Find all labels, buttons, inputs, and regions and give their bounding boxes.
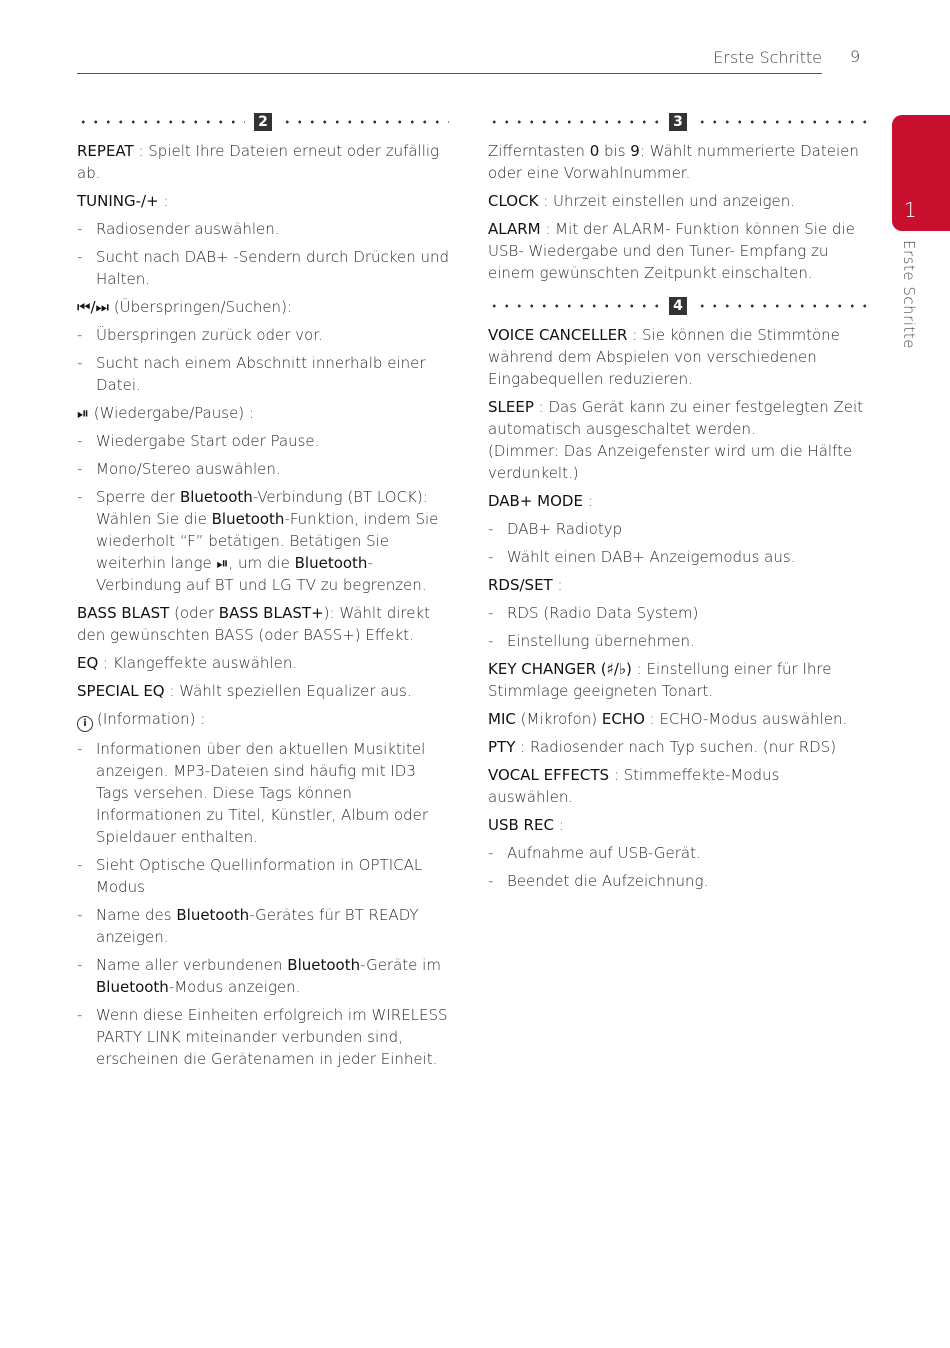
key-changer-description — [488, 658, 868, 702]
section-divider-4 — [488, 296, 868, 316]
dash: - — [77, 906, 83, 924]
text: : Klangeffekte auswählen. — [98, 654, 298, 672]
chapter-label-wrap — [900, 240, 924, 349]
bluetooth-term: Bluetooth — [211, 510, 285, 528]
text: : Wählt speziellen Equalizer aus. — [164, 682, 412, 700]
list-item — [77, 246, 449, 290]
text: Sperre der — [96, 488, 180, 506]
text: -Verbindung (BT LOCK): Wählen Sie die — [96, 488, 428, 528]
list-item-text: Sucht nach DAB+ -Sendern durch Drücken und Halten. — [96, 248, 450, 288]
text: -Verbindung auf BT und LG TV zu begrenzen. — [96, 554, 427, 594]
left-column — [77, 112, 449, 1076]
skip-description — [77, 296, 449, 318]
dash: - — [77, 740, 83, 758]
repeat-text: : Spielt Ihre Dateien erneut oder zufällig ab. — [77, 142, 440, 182]
text: (Mikrofon) — [515, 710, 602, 728]
list-item — [77, 904, 449, 948]
mic-key: MIC — [488, 710, 516, 728]
dash: - — [488, 844, 494, 862]
text: -Funktion, indem Sie wiederholt “F” betätigen. Betätigen Sie weiterhin lange — [96, 510, 439, 572]
skip-icon: ⏮/⏭ — [77, 298, 110, 316]
bass-plus-key: BASS BLAST+ — [218, 604, 324, 622]
text: -Gerätes für BT READY anzeigen. — [96, 906, 419, 946]
dotted-line — [488, 304, 660, 308]
pty-key: PTY — [488, 738, 516, 756]
list-item-text: Aufnahme auf USB-Gerät. — [507, 844, 701, 862]
header-rule — [77, 73, 822, 74]
dash: - — [77, 354, 83, 372]
text: : Wählt nummerierte Dateien oder eine Vorwahlnummer. — [488, 142, 859, 182]
list-item — [77, 324, 449, 346]
bluetooth-term: Bluetooth — [294, 554, 368, 572]
text: (Dimmer: Das Anzeigefenster wird um die Hälfte verdunkelt.) — [488, 442, 853, 482]
list-item-text: Radiosender auswählen. — [96, 220, 280, 238]
list-item-text: RDS (Radio Data System) — [507, 604, 699, 622]
text: : Mit der ALARM- Funktion können Sie die USB- Wiedergabe und den Tuner- Empfang zu einem gewünschten Zeitpunkt einschalten. — [488, 220, 855, 282]
text: : — [552, 576, 563, 594]
list-item-text: Mono/Stereo auswählen. — [96, 460, 281, 478]
dab-mode-key: DAB+ MODE — [488, 492, 583, 510]
dash: - — [488, 520, 494, 538]
list-item-text: Wenn diese Einheiten erfolgreich im WIRELESS PARTY LINK miteinander verbunden sind, erscheinen die Gerätenamen in jeder Einheit. — [96, 1006, 448, 1068]
text: (Information) : — [97, 710, 206, 728]
dotted-line — [281, 120, 449, 124]
skip-text: (Überspringen/Suchen): — [109, 298, 292, 316]
list-item-text: Wiedergabe Start oder Pause. — [96, 432, 320, 450]
tuning-key: TUNING-/+ — [77, 192, 159, 210]
section-divider-3 — [488, 112, 868, 132]
sleep-description — [488, 396, 868, 484]
key-changer-key: KEY CHANGER (♯/♭) — [488, 660, 632, 678]
list-item-text: Sieht Optische Quellinformation in OPTICAL Modus — [96, 856, 423, 896]
text: : — [582, 492, 593, 510]
play-description — [77, 402, 449, 424]
list-item-text: Überspringen zurück oder vor. — [96, 326, 323, 344]
text: bis — [599, 142, 631, 160]
text: : Radiosender nach Typ suchen. (nur RDS) — [515, 738, 837, 756]
list-item-text: Informationen über den aktuellen Musiktitel anzeigen. MP3-Dateien sind häufig mit ID3 Tags versehen. Diese Tags können Informationen zu Titel, Künstler, Album oder Spieldauer enthalten. — [96, 740, 428, 846]
section-divider-2 — [77, 112, 449, 132]
dash: - — [488, 548, 494, 566]
list-item — [488, 518, 868, 540]
play-pause-icon: ⏯ — [77, 404, 90, 422]
dash: - — [77, 460, 83, 478]
text: : Das Gerät kann zu einer festgelegten Zeit automatisch ausgeschaltet werden. — [488, 398, 864, 438]
text: (oder — [169, 604, 219, 622]
play-pause-icon: ⏯ — [216, 554, 229, 572]
list-item — [77, 854, 449, 898]
section-number-badge: 4 — [669, 297, 687, 315]
rds-set-key: RDS/SET — [488, 576, 553, 594]
dash: - — [77, 956, 83, 974]
text: -Geräte im — [360, 956, 441, 974]
list-item-text: Sucht nach einem Abschnitt innerhalb einer Datei. — [96, 354, 426, 394]
dash: - — [77, 1006, 83, 1024]
list-item — [77, 218, 449, 240]
digit-key: 9 — [630, 142, 640, 160]
text: Name des — [96, 906, 177, 924]
bluetooth-term: Bluetooth — [176, 906, 250, 924]
page-number: 9 — [850, 47, 861, 66]
list-item — [77, 486, 449, 596]
play-text: (Wiedergabe/Pause) : — [89, 404, 254, 422]
section-number-badge: 2 — [254, 113, 272, 131]
list-item — [77, 954, 449, 998]
dotted-line — [77, 120, 245, 124]
tuning-text: : — [158, 192, 169, 210]
clock-key: CLOCK — [488, 192, 539, 210]
list-item — [488, 630, 868, 652]
text: Name aller verbundenen — [96, 956, 288, 974]
section-number-badge: 3 — [669, 113, 687, 131]
list-item — [77, 430, 449, 452]
eq-description — [77, 652, 449, 674]
dash: - — [488, 872, 494, 890]
info-description — [77, 708, 449, 732]
list-item — [488, 546, 868, 568]
sleep-key: SLEEP — [488, 398, 534, 416]
vocal-effects-description — [488, 764, 868, 808]
repeat-key: REPEAT — [77, 142, 134, 160]
text: : Uhrzeit einstellen und anzeigen. — [538, 192, 796, 210]
dash: - — [77, 220, 83, 238]
rds-set-description — [488, 574, 868, 596]
mic-echo-description — [488, 708, 868, 730]
text: : Einstellung einer für Ihre Stimmlage geeigneten Tonart. — [488, 660, 832, 700]
dash: - — [77, 856, 83, 874]
bass-description — [77, 602, 449, 646]
usb-rec-key: USB REC — [488, 816, 554, 834]
text: Zifferntasten — [488, 142, 590, 160]
echo-key: ECHO — [601, 710, 645, 728]
special-eq-description — [77, 680, 449, 702]
list-item — [77, 1004, 449, 1070]
list-item — [488, 870, 868, 892]
dash: - — [488, 632, 494, 650]
voice-canceller-description — [488, 324, 868, 390]
alarm-description — [488, 218, 868, 284]
dash: - — [77, 488, 83, 506]
list-item-text: DAB+ Radiotyp — [507, 520, 623, 538]
text: , um die — [228, 554, 295, 572]
alarm-key: ALARM — [488, 220, 541, 238]
text: -Modus anzeigen. — [168, 978, 301, 996]
list-item — [77, 738, 449, 848]
info-icon: i — [77, 716, 93, 732]
digits-description — [488, 140, 868, 184]
list-item-text: Beendet die Aufzeichnung. — [507, 872, 709, 890]
text: : Sie können die Stimmtöne während dem Abspielen von verschiedenen Eingabequellen reduzieren. — [488, 326, 840, 388]
chapter-label: Erste Schritte — [900, 240, 918, 349]
pty-description — [488, 736, 868, 758]
list-item — [77, 352, 449, 396]
special-eq-key: SPECIAL EQ — [77, 682, 165, 700]
chapter-number: 1 — [904, 198, 917, 222]
list-item — [488, 602, 868, 624]
bluetooth-term: Bluetooth — [179, 488, 253, 506]
tuning-description — [77, 190, 449, 212]
bass-key: BASS BLAST — [77, 604, 170, 622]
text: : ECHO-Modus auswählen. — [644, 710, 848, 728]
text: : — [553, 816, 564, 834]
dash: - — [77, 432, 83, 450]
header-title: Erste Schritte — [713, 48, 822, 67]
vocal-effects-key: VOCAL EFFECTS — [488, 766, 610, 784]
dotted-line — [488, 120, 660, 124]
dash: - — [77, 326, 83, 344]
clock-description — [488, 190, 868, 212]
digit-key: 0 — [589, 142, 600, 160]
bluetooth-term: Bluetooth — [96, 978, 169, 996]
voice-canceller-key: VOICE CANCELLER — [488, 326, 628, 344]
eq-key: EQ — [77, 654, 99, 672]
text: ): Wählt direkt den gewünschten BASS (oder BASS+) Effekt. — [77, 604, 431, 644]
dash: - — [488, 604, 494, 622]
list-item — [488, 842, 868, 864]
right-column — [488, 112, 868, 898]
text: : Stimmeffekte-Modus auswählen. — [488, 766, 780, 806]
dash: - — [77, 248, 83, 266]
bluetooth-term: Bluetooth — [287, 956, 361, 974]
chapter-tab — [892, 115, 950, 231]
list-item-text: Wählt einen DAB+ Anzeigemodus aus. — [507, 548, 796, 566]
dotted-line — [696, 304, 868, 308]
dotted-line — [696, 120, 868, 124]
usb-rec-description — [488, 814, 868, 836]
dab-mode-description — [488, 490, 868, 512]
list-item-text: Einstellung übernehmen. — [507, 632, 695, 650]
repeat-description — [77, 140, 449, 184]
list-item — [77, 458, 449, 480]
